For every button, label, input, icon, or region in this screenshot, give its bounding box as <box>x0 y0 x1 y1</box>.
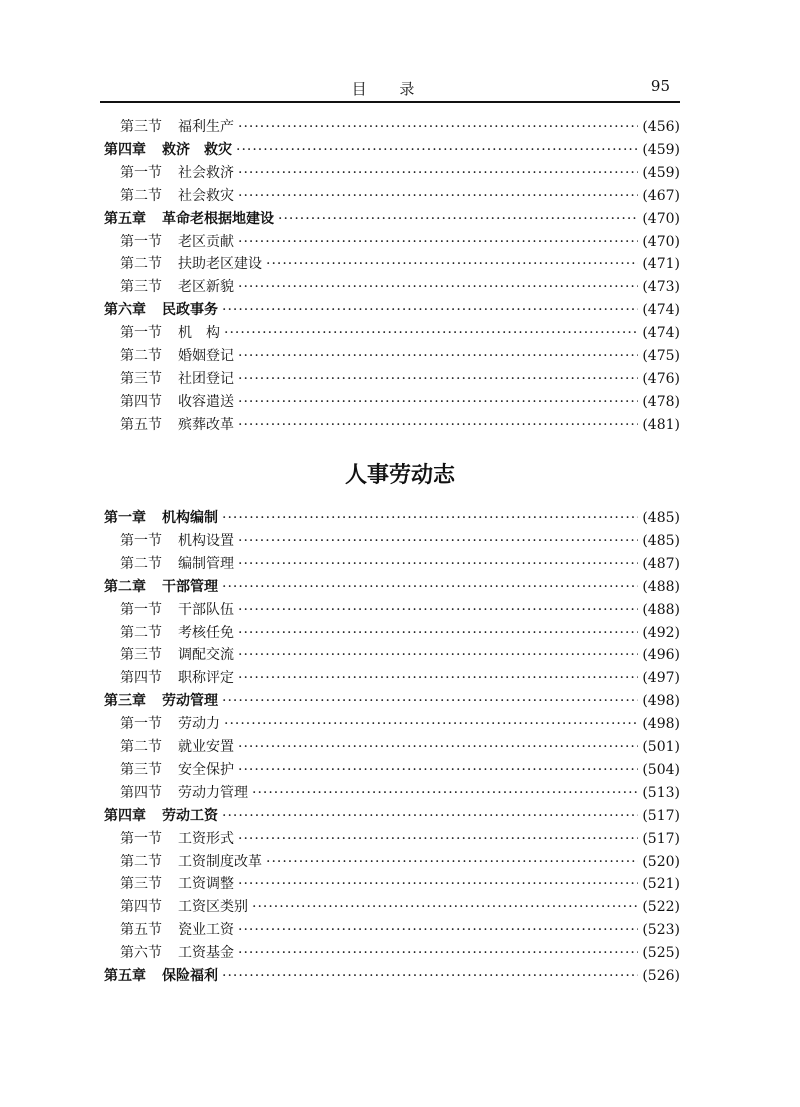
toc-entry-page: (459) <box>642 141 680 158</box>
toc-entry-title: 老区贡献 <box>178 233 234 250</box>
toc-entry-page: (496) <box>642 647 680 664</box>
toc-leader-dots <box>238 415 638 435</box>
toc-entry-label: 第五章 <box>104 968 146 984</box>
toc-entry-label: 第四节 <box>120 393 162 410</box>
toc-entry-title: 机 构 <box>178 325 220 342</box>
toc-entry-page: (520) <box>642 853 680 870</box>
toc-section-row <box>120 714 680 734</box>
toc-chapter-row <box>104 577 680 597</box>
toc-entry-label: 第二节 <box>120 853 162 870</box>
toc-entry-label: 第四章 <box>104 141 146 158</box>
toc-entry-label: 第一节 <box>120 601 162 618</box>
toc-section-row <box>120 369 680 389</box>
toc-chapter-row <box>104 140 680 160</box>
toc-leader-dots <box>238 920 638 940</box>
toc-entry-page: (517) <box>642 807 680 824</box>
toc-section-row <box>120 323 680 343</box>
toc-entry-title: 调配交流 <box>178 647 234 664</box>
toc-section-row <box>120 232 680 252</box>
toc-entry-title: 社团登记 <box>178 370 234 387</box>
toc-entry-title: 革命老根据地建设 <box>162 210 274 227</box>
toc-leader-dots <box>266 852 638 872</box>
toc-entry-label: 第六节 <box>120 945 162 962</box>
toc-section-row <box>120 737 680 757</box>
toc-entry-page: (526) <box>642 968 680 984</box>
toc-entry-label: 第一节 <box>120 164 162 181</box>
toc-section-row <box>120 623 680 643</box>
toc-section-row <box>120 254 680 274</box>
toc-entry-page: (525) <box>642 945 680 962</box>
toc-leader-dots <box>238 346 638 366</box>
toc-entry-title: 工资调整 <box>178 876 234 893</box>
toc-leader-dots <box>238 874 638 894</box>
toc-entry-title: 劳动力 <box>178 716 220 733</box>
toc-entry-label: 第二节 <box>120 555 162 572</box>
toc-entry-title: 干部队伍 <box>178 601 234 618</box>
toc-entry-page: (498) <box>642 693 680 710</box>
toc-entry-title: 职称评定 <box>178 670 234 687</box>
toc-chapter-row <box>104 300 680 320</box>
toc-section-row <box>120 117 680 137</box>
toc-entry-title: 民政事务 <box>162 302 218 319</box>
toc-entry-label: 第二节 <box>120 624 162 641</box>
toc-entry-title: 考核任免 <box>178 624 234 641</box>
toc-entry-label: 第四节 <box>120 670 162 687</box>
toc-section-row <box>120 829 680 849</box>
toc-entry-page: (485) <box>642 510 680 526</box>
toc-leader-dots <box>238 392 638 412</box>
toc-entry-title: 工资制度改革 <box>178 853 262 870</box>
toc-leader-dots <box>222 577 638 597</box>
toc-leader-dots <box>238 623 638 643</box>
toc-entry-title: 工资区类别 <box>178 899 248 916</box>
toc-chapter-row <box>104 806 680 826</box>
toc-leader-dots <box>224 714 638 734</box>
toc-section-row <box>120 668 680 688</box>
toc-entry-title: 安全保护 <box>178 761 234 778</box>
toc-entry-page: (492) <box>642 624 680 641</box>
toc-entry-page: (498) <box>642 716 680 733</box>
toc-entry-label: 第二节 <box>120 739 162 755</box>
toc-entry-label: 第六章 <box>104 302 146 319</box>
section-title: 人事劳动志 <box>344 463 455 488</box>
toc-entry-label: 第一节 <box>120 532 162 549</box>
toc-entry-label: 第三节 <box>120 876 162 893</box>
toc-entry-page: (488) <box>642 601 680 618</box>
toc-section-row <box>120 600 680 620</box>
toc-entry-title: 救济 救灾 <box>162 141 232 158</box>
toc-leader-dots <box>238 277 638 297</box>
toc-leader-dots <box>238 232 638 252</box>
toc-entry-title: 殡葬改革 <box>178 416 234 433</box>
toc-leader-dots <box>238 668 638 688</box>
toc-entry-title: 机构编制 <box>162 510 218 526</box>
toc-entry-page: (501) <box>642 739 680 755</box>
toc-section-row <box>120 920 680 940</box>
toc-leader-dots <box>278 209 638 229</box>
toc-entry-page: (517) <box>642 830 680 847</box>
toc-entry-label: 第一章 <box>104 510 146 526</box>
toc-entry-label: 第一节 <box>120 325 162 342</box>
toc-entry-label: 第三章 <box>104 693 146 710</box>
toc-entry-page: (497) <box>642 670 680 687</box>
toc-section-row <box>120 163 680 183</box>
toc-section-row <box>120 783 680 803</box>
toc-leader-dots <box>252 897 638 917</box>
toc-entry-page: (478) <box>642 393 680 410</box>
toc-entry-title: 就业安置 <box>178 739 234 755</box>
toc-entry-title: 干部管理 <box>162 578 218 595</box>
toc-entry-label: 第三节 <box>120 119 162 135</box>
toc-section-row <box>120 531 680 551</box>
toc-leader-dots <box>238 369 638 389</box>
toc-entry-label: 第五节 <box>120 416 162 433</box>
toc-section-row <box>120 392 680 412</box>
toc-leader-dots <box>222 806 638 826</box>
toc-entry-label: 第四节 <box>120 784 162 801</box>
toc-entry-page: (467) <box>642 187 680 204</box>
toc-entry-page: (476) <box>642 370 680 387</box>
toc-entry-page: (485) <box>642 532 680 549</box>
toc-entry-page: (471) <box>642 256 680 273</box>
toc-entry-label: 第四章 <box>104 807 146 824</box>
toc-section-row <box>120 852 680 872</box>
toc-entry-title: 婚姻登记 <box>178 348 234 364</box>
toc-entry-label: 第二节 <box>120 256 162 273</box>
toc-entry-title: 老区新貌 <box>178 279 234 296</box>
toc-entry-page: (470) <box>642 233 680 250</box>
toc-leader-dots <box>252 783 638 803</box>
toc-leader-dots <box>238 117 638 137</box>
toc-entry-title: 扶助老区建设 <box>178 256 262 273</box>
toc-leader-dots <box>238 600 638 620</box>
toc-chapter-row <box>104 508 680 528</box>
toc-entry-page: (522) <box>642 899 680 916</box>
toc-chapter-row <box>104 691 680 711</box>
toc-entry-page: (487) <box>642 555 680 572</box>
toc-leader-dots <box>236 140 638 160</box>
toc-entry-page: (521) <box>642 876 680 893</box>
toc-section-row <box>120 897 680 917</box>
toc-section-row <box>120 415 680 435</box>
toc-entry-page: (513) <box>642 784 680 801</box>
toc-leader-dots <box>238 943 638 963</box>
toc-leader-dots <box>238 186 638 206</box>
toc-entry-title: 劳动工资 <box>162 807 218 824</box>
toc-entry-title: 编制管理 <box>178 555 234 572</box>
toc-leader-dots <box>238 737 638 757</box>
toc-entry-label: 第二节 <box>120 348 162 364</box>
toc-section-row <box>120 645 680 665</box>
toc-entry-title: 劳动管理 <box>162 693 218 710</box>
toc-leader-dots <box>238 554 638 574</box>
toc-leader-dots <box>238 163 638 183</box>
toc-leader-dots <box>222 691 638 711</box>
toc-entry-label: 第一节 <box>120 233 162 250</box>
toc-entry-label: 第五章 <box>104 210 146 227</box>
toc-entry-label: 第三节 <box>120 761 162 778</box>
toc-entry-label: 第三节 <box>120 279 162 296</box>
toc-entry-title: 机构设置 <box>178 532 234 549</box>
toc-entry-label: 第五节 <box>120 922 162 939</box>
toc-entry-page: (481) <box>642 416 680 433</box>
toc-section-row <box>120 277 680 297</box>
page-number: 95 <box>650 77 670 95</box>
toc-entry-page: (473) <box>642 279 680 296</box>
toc-section-row <box>120 554 680 574</box>
toc-leader-dots <box>238 645 638 665</box>
toc-entry-title: 福利生产 <box>178 119 234 135</box>
toc-leader-dots <box>266 254 638 274</box>
toc-entry-title: 工资形式 <box>178 830 234 847</box>
toc-entry-page: (459) <box>642 164 680 181</box>
toc-leader-dots <box>222 508 638 528</box>
toc-entry-label: 第四节 <box>120 899 162 916</box>
toc-entry-label: 第二章 <box>104 578 146 595</box>
toc-entry-title: 保险福利 <box>162 968 218 984</box>
toc-section-row <box>120 186 680 206</box>
toc-entry-title: 收容遣送 <box>178 393 234 410</box>
toc-entry-page: (474) <box>642 325 680 342</box>
toc-entry-label: 第二节 <box>120 187 162 204</box>
toc-leader-dots <box>224 323 638 343</box>
toc-section-row <box>120 346 680 366</box>
toc-entry-title: 社会救灾 <box>178 187 234 204</box>
toc-entry-page: (523) <box>642 922 680 939</box>
toc-entry-page: (470) <box>642 210 680 227</box>
toc-leader-dots <box>222 966 638 986</box>
toc-entry-label: 第一节 <box>120 830 162 847</box>
toc-entry-label: 第三节 <box>120 370 162 387</box>
toc-entry-label: 第三节 <box>120 647 162 664</box>
toc-entry-title: 劳动力管理 <box>178 784 248 801</box>
toc-entry-title: 瓷业工资 <box>178 922 234 939</box>
toc-leader-dots <box>238 531 638 551</box>
toc-entry-title: 社会救济 <box>178 164 234 181</box>
toc-entry-label: 第一节 <box>120 716 162 733</box>
toc-chapter-row <box>104 209 680 229</box>
toc-section-row <box>120 943 680 963</box>
toc-entry-title: 工资基金 <box>178 945 234 962</box>
header-title: 目 录 <box>351 80 429 98</box>
toc-entry-page: (456) <box>642 119 680 135</box>
toc-entry-page: (474) <box>642 302 680 319</box>
toc-entry-page: (504) <box>642 761 680 778</box>
toc-leader-dots <box>238 760 638 780</box>
toc-leader-dots <box>238 829 638 849</box>
toc-leader-dots <box>222 300 638 320</box>
toc-section-row <box>120 874 680 894</box>
toc-section-row <box>120 760 680 780</box>
toc-entry-page: (475) <box>642 348 680 364</box>
toc-chapter-row <box>104 966 680 986</box>
toc-entry-page: (488) <box>642 578 680 595</box>
